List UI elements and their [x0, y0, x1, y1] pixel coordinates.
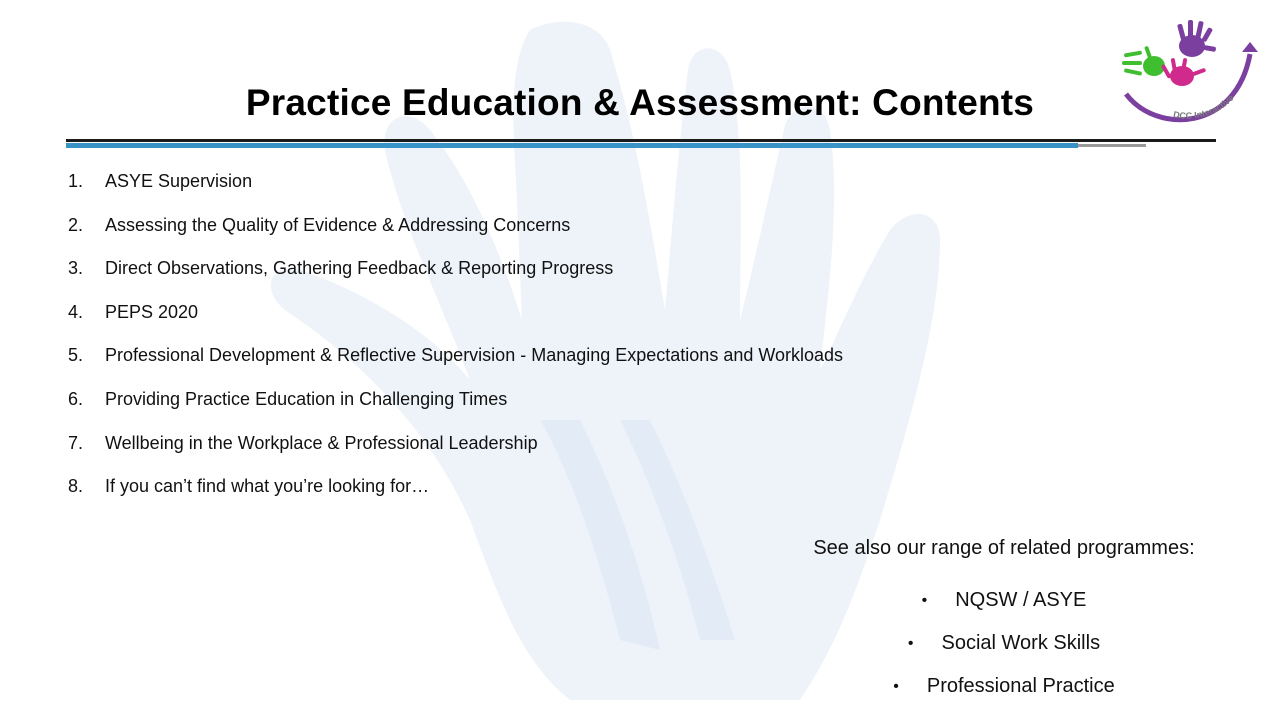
- contents-item-number: 5.: [68, 345, 84, 366]
- contents-item-direct-observations[interactable]: [68, 257, 968, 301]
- page-title: Practice Education & Assessment: Contents: [245, 82, 1035, 123]
- contents-item-number: 4.: [68, 301, 84, 322]
- contents-item-label: Wellbeing in the Workplace & Professional Leadership: [105, 432, 538, 453]
- contents-item-number: 6.: [68, 388, 84, 409]
- related-item-label: NQSW / ASYE: [955, 589, 1087, 611]
- title-divider-grey: [1078, 144, 1146, 147]
- contents-item-label: ASYE Supervision: [105, 171, 253, 191]
- related-programmes-list: [700, 579, 1270, 708]
- bullet-icon: •: [893, 677, 899, 695]
- related-item-social-work-skills[interactable]: [700, 622, 1270, 665]
- related-item-professional-practice[interactable]: [700, 665, 1270, 708]
- contents-item-cant-find[interactable]: [68, 475, 968, 519]
- svg-text:DCC Interactive: [1173, 93, 1236, 121]
- contents-item-asye-supervision[interactable]: [68, 170, 968, 214]
- contents-list: [68, 170, 968, 519]
- logo-text: DCC Interactive: [1172, 92, 1236, 121]
- contents-item-label: Professional Development & Reflective Supervision - Managing Expectations and Workloads: [105, 345, 844, 366]
- contents-item-number: 8.: [68, 476, 84, 497]
- related-item-label: Professional Practice: [926, 675, 1115, 697]
- related-item-label: Social Work Skills: [941, 632, 1101, 654]
- related-programmes: [700, 536, 1270, 708]
- bullet-icon: •: [921, 591, 928, 609]
- related-item-nqsw-asye[interactable]: [700, 579, 1270, 622]
- contents-item-number: 3.: [68, 258, 84, 279]
- contents-item-wellbeing[interactable]: [68, 432, 968, 476]
- contents-item-label: If you can’t find what you’re looking for…: [105, 476, 430, 497]
- contents-item-number: 2.: [68, 214, 84, 235]
- title-divider-dark: [66, 139, 1216, 142]
- contents-item-peps-2020[interactable]: [68, 301, 968, 345]
- dcc-interactive-logo-icon: [1116, 14, 1262, 130]
- contents-item-number: 1.: [68, 171, 84, 191]
- contents-item-professional-development[interactable]: [68, 344, 968, 388]
- contents-item-challenging-times[interactable]: [68, 388, 968, 432]
- bullet-icon: •: [907, 634, 914, 652]
- contents-item-label: Direct Observations, Gathering Feedback & Reporting Progress: [105, 258, 614, 279]
- related-programmes-heading: See also our range of related programmes:: [813, 537, 1195, 559]
- title-divider-blue: [66, 143, 1078, 148]
- contents-item-number: 7.: [68, 432, 84, 453]
- contents-item-assessing-quality[interactable]: [68, 214, 968, 258]
- contents-item-label: PEPS 2020: [105, 301, 199, 322]
- contents-item-label: Providing Practice Education in Challenging Times: [105, 388, 508, 409]
- contents-item-label: Assessing the Quality of Evidence & Addressing Concerns: [105, 214, 571, 235]
